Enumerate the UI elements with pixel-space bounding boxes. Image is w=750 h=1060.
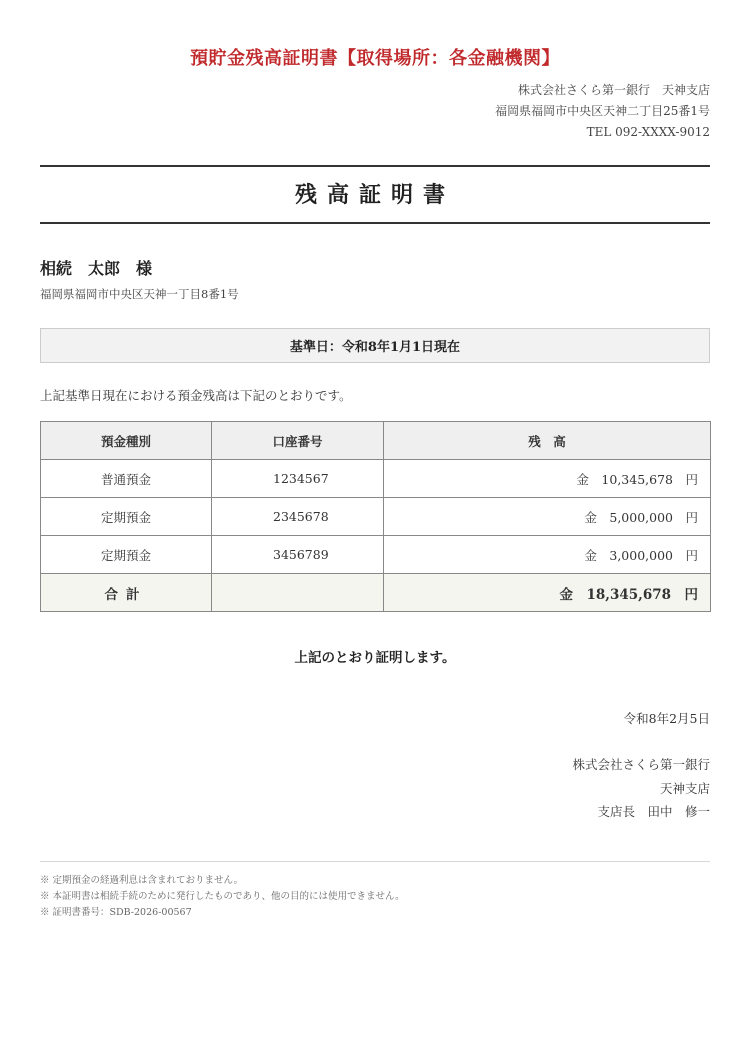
recipient-name: 相続 太郎 様 (40, 259, 153, 278)
balance-cell: 金 3,000,000 円 (384, 536, 711, 574)
balance-cell: 金 10,345,678 円 (384, 460, 711, 498)
deposit-type-cell: 定期預金 (41, 498, 212, 536)
total-row (41, 574, 711, 612)
note-item: ※ 本証明書は相続手続のために発行したものであり、他の目的には使用できません。 (40, 891, 405, 902)
signer-block (572, 753, 710, 824)
balance-table (40, 421, 711, 612)
title-bottom-rule (40, 222, 710, 224)
title-top-rule (40, 165, 710, 167)
note-item: ※ 証明書番号：SDB-2026-00567 (40, 907, 192, 918)
deposit-type-cell: 普通預金 (41, 460, 212, 498)
issuer-name: 株式会社さくら第一銀行 天神支店 (517, 83, 710, 97)
base-date-box (40, 328, 710, 363)
total-label-cell: 合計 (41, 574, 212, 612)
table-row (41, 536, 711, 574)
intro-text: 上記基準日現在における預金残高は下記のとおりです。 (40, 388, 352, 403)
recipient-address: 福岡県福岡市中央区天神一丁目8番1号 (40, 287, 239, 301)
signer-bank: 株式会社さくら第一銀行 (572, 757, 710, 772)
deposit-type-cell: 定期預金 (41, 536, 212, 574)
total-balance-cell: 金 18,345,678 円 (384, 574, 711, 612)
notes-block (40, 873, 405, 921)
issuer-block (495, 80, 710, 143)
account-number-cell: 3456789 (212, 536, 384, 574)
certification-statement: 上記のとおり証明します。 (294, 650, 456, 666)
issuer-tel: TEL 092-XXXX-9012 (586, 125, 710, 139)
balance-cell: 金 5,000,000 円 (384, 498, 711, 536)
document-banner: 預貯金残高証明書【取得場所：各金融機関】 (190, 48, 560, 69)
table-row (41, 460, 711, 498)
base-date-text: 基準日：令和8年1月1日現在 (289, 340, 461, 355)
table-row (41, 498, 711, 536)
table-header-row (41, 422, 711, 460)
document-title: 残高証明書 (294, 182, 455, 208)
notes-divider (40, 861, 710, 862)
account-number-cell: 2345678 (212, 498, 384, 536)
signer-manager: 支店長 田中 修一 (597, 804, 710, 819)
column-header-deposit-type: 預金種別 (41, 422, 212, 460)
account-number-cell: 1234567 (212, 460, 384, 498)
column-header-account-number: 口座番号 (212, 422, 384, 460)
column-header-balance: 残 高 (384, 422, 711, 460)
issue-date: 令和8年2月5日 (623, 711, 710, 726)
issuer-address: 福岡県福岡市中央区天神二丁目25番1号 (495, 104, 710, 118)
total-account-cell (212, 574, 384, 612)
note-item: ※ 定期預金の経過利息は含まれておりません。 (40, 875, 244, 886)
signer-branch: 天神支店 (659, 780, 710, 796)
